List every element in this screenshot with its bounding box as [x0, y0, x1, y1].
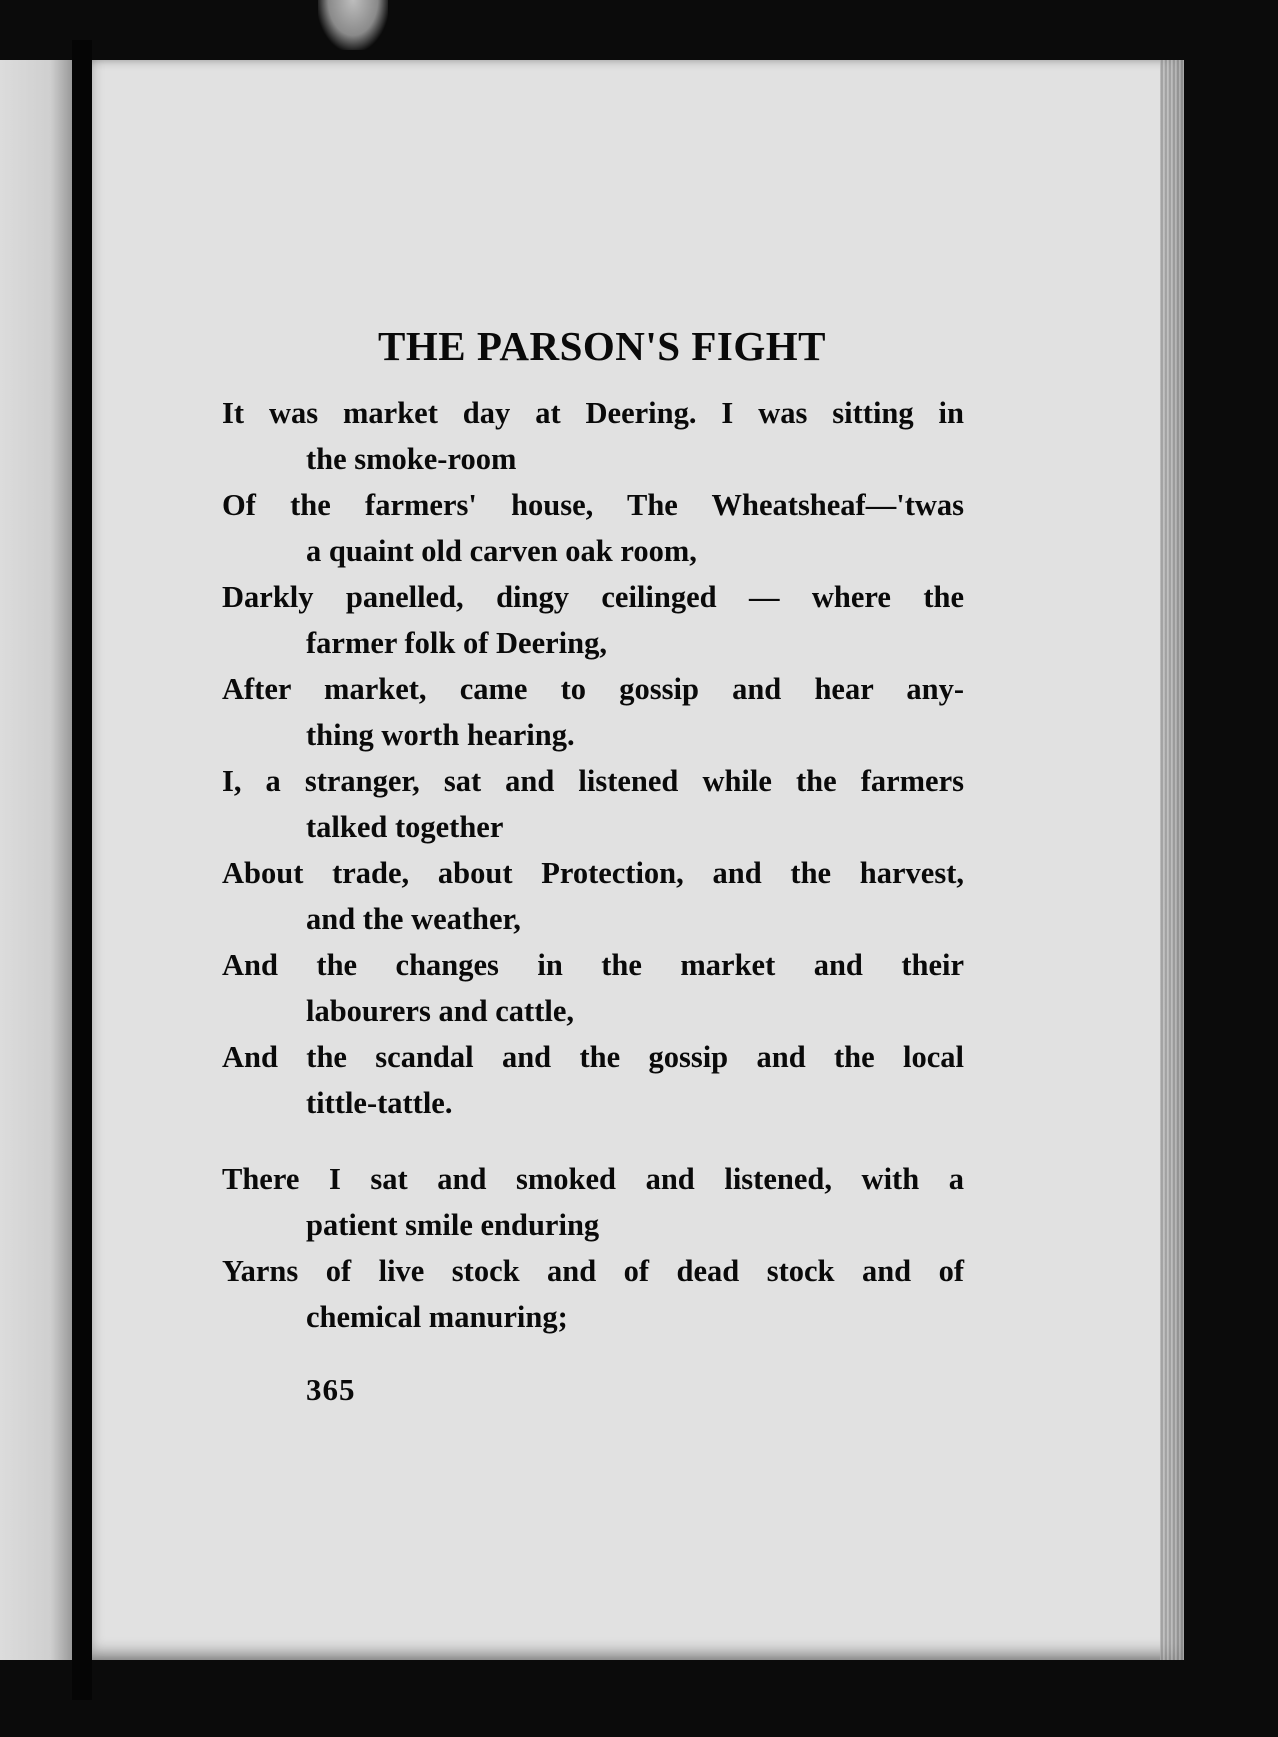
poem-line: a quaint old carven oak room,: [306, 534, 697, 568]
stanza-2: [222, 1156, 982, 1340]
poem-line: patient smile enduring: [306, 1208, 600, 1242]
poem-line: talked together: [306, 810, 504, 844]
stanza-1: [222, 390, 982, 1126]
page-title: THE PARSON'S FIGHT: [378, 323, 826, 369]
poem-line: There I sat and smoked and listened, with a: [222, 1162, 964, 1196]
stanza-break: [222, 1126, 982, 1156]
poem-line: the smoke-room: [306, 442, 517, 476]
torn-paper-scrap: [318, 0, 388, 50]
facing-page-edge: [0, 60, 72, 1660]
page-edge-stack: [1160, 60, 1184, 1660]
poem-line: And the scandal and the gossip and the local: [222, 1040, 964, 1074]
poem-line: Darkly panelled, dingy ceilinged — where the: [222, 580, 964, 614]
poem-line: farmer folk of Deering,: [306, 626, 607, 660]
poem-line: Of the farmers' house, The Wheatsheaf—'twas: [222, 488, 964, 522]
poem-line: tittle-tattle.: [306, 1086, 453, 1120]
poem-line: It was market day at Deering. I was sitting in: [222, 396, 964, 430]
poem-line: chemical manuring;: [306, 1300, 568, 1334]
poem-line: I, a stranger, sat and listened while the farmers: [222, 764, 964, 798]
poem-line: And the changes in the market and their: [222, 948, 964, 982]
poem-line: labourers and cattle,: [306, 994, 574, 1028]
page-number: 365: [306, 1372, 356, 1407]
poem-line: About trade, about Protection, and the harvest,: [222, 856, 964, 890]
poem-line: After market, came to gossip and hear any-: [222, 672, 964, 706]
poem-line: Yarns of live stock and of dead stock and of: [222, 1254, 964, 1288]
book-gutter: [72, 40, 92, 1700]
page-text: [222, 320, 982, 1340]
poem-line: thing worth hearing.: [306, 718, 575, 752]
poem-line: and the weather,: [306, 902, 521, 936]
